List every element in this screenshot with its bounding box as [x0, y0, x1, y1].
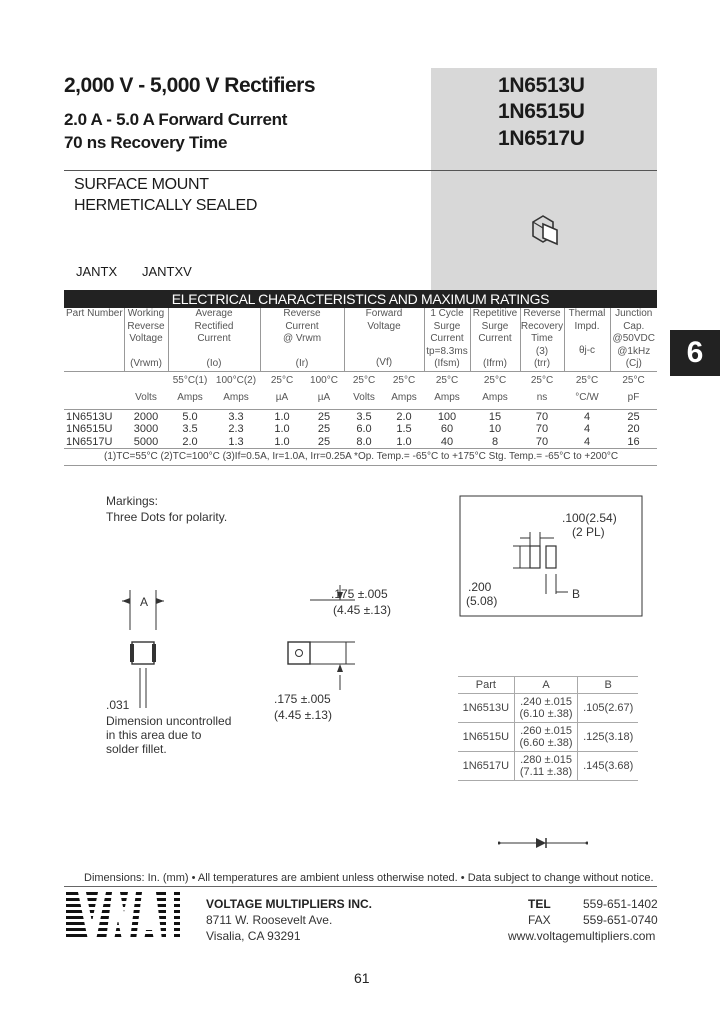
table-row: 1N6515U .260 ±.015 (6.60 ±.38) .125(3.18)	[458, 723, 638, 752]
table-header-row	[64, 308, 657, 371]
fax-label: FAX	[528, 913, 551, 927]
dimension-footnote: Dimensions: In. (mm) • All temperatures are ambient unless otherwise noted. • Data subject to change without notice.	[84, 872, 654, 884]
hdr-thermal: Thermal Impd. θj-c	[564, 308, 610, 371]
hdr-part: Part Number	[64, 308, 124, 371]
table-row: 1N6517U .280 ±.015 (7.11 ±.38) .145(3.68)	[458, 752, 638, 781]
markings-text: Three Dots for polarity.	[106, 510, 228, 524]
address-line1: 8711 W. Roosevelt Ave.	[206, 913, 333, 927]
electrical-table	[64, 290, 657, 466]
conditions-row: 55°C(1) 100°C(2) 25°C 100°C 25°C 25°C 25°C 25°C 25°C 25°C 25°C	[64, 371, 657, 389]
part-number-2: 1N6515U	[498, 100, 585, 123]
page-title: 2,000 V - 5,000 V Rectifiers	[64, 74, 315, 97]
hdr-average: Average Rectified Current (Io)	[168, 308, 260, 371]
dimension-table	[458, 676, 638, 781]
feature-surface-mount: SURFACE MOUNT	[74, 176, 209, 193]
pad-layout-drawing	[458, 494, 658, 634]
side-view-drawing	[100, 590, 250, 710]
table-row: 1N6513U 2000 5.0 3.3 1.0 25 3.5 2.0 100 15 70 4 25	[64, 409, 657, 423]
header-divider	[64, 170, 657, 171]
pad-2pl: (2 PL)	[572, 525, 605, 539]
hdr-surge1: 1 Cycle Surge Current tp=8.3ms (Ifsm)	[424, 308, 470, 371]
table-notes: (1)TC=55°C (2)TC=100°C (3)If=0.5A, Ir=1.0A, Irr=0.25A *Op. Temp.= -65°C to +175°C Stg. Temp.= -65°C to +200°C	[64, 448, 657, 466]
table-row: 1N6515U 3000 3.5 2.3 1.0 25 6.0 1.5 60 10 70 4 20	[66, 423, 640, 435]
tel-label: TEL	[528, 897, 551, 911]
pad-200: .200	[468, 580, 492, 594]
uncontrolled-note: Dimension uncontrolled in this area due to solder fillet.	[106, 714, 232, 756]
dim-445-top: (4.45 ±.13)	[333, 603, 391, 617]
dim-175-bot: .175 ±.005	[274, 692, 331, 706]
dim-031: .031	[106, 698, 130, 712]
dim-a-label: A	[140, 595, 149, 609]
hdr-recovery: Reverse Recovery Time (3) (trr)	[520, 308, 564, 369]
table-row: 1N6513U .240 ±.015 (6.10 ±.38) .105(2.67)	[458, 694, 638, 723]
address-line2: Visalia, CA 93291	[206, 929, 301, 943]
dim-175-top: .175 ±.005	[331, 587, 388, 601]
table-row: 1N6517U 5000 2.0 1.3 1.0 25 8.0 1.0 40 8 70 4 16	[66, 435, 640, 448]
footer-rule	[64, 886, 657, 887]
package-icon	[527, 214, 561, 248]
page-number: 61	[354, 970, 370, 986]
company-name: VOLTAGE MULTIPLIERS INC.	[206, 897, 372, 911]
pad-508: (5.08)	[466, 594, 498, 608]
hdr-junction-cap: Junction Cap. @50VDC @1kHz (Cj)	[612, 308, 655, 369]
section-tab: 6	[670, 330, 720, 376]
part-number-3: 1N6517U	[498, 127, 585, 150]
hdr-working: Working Reverse Voltage (Vrwm)	[124, 308, 168, 371]
hdr-surge2: Repetitive Surge Current (Ifrm)	[470, 308, 520, 371]
dim-445-bot: (4.45 ±.13)	[274, 708, 332, 722]
pad-100: .100(2.54)	[562, 511, 617, 525]
subtitle-current: 2.0 A - 5.0 A Forward Current	[64, 110, 288, 129]
hdr-reverse: Reverse Current @ Vrwm (Ir)	[260, 308, 344, 371]
tel-number: 559-651-1402	[583, 897, 658, 911]
dim-table-header: Part A B	[458, 677, 638, 694]
table-title: ELECTRICAL CHARACTERISTICS AND MAXIMUM RATINGS	[64, 290, 657, 308]
qual-jantxv: JANTXV	[142, 264, 192, 279]
units-row: Volts Amps Amps µA µA Volts Amps Amps Amps ns °C/W pF	[135, 391, 640, 403]
spec-table	[64, 308, 657, 448]
qual-jantx: JANTX	[76, 264, 118, 279]
markings-label: Markings:	[106, 494, 159, 508]
fax-number: 559-651-0740	[583, 913, 658, 927]
website-link[interactable]: www.voltagemultipliers.com	[508, 929, 656, 943]
feature-hermetic: HERMETICALLY SEALED	[74, 197, 258, 214]
subtitle-recovery: 70 ns Recovery Time	[64, 133, 228, 152]
hdr-forward: Forward Voltage (Vf)	[344, 308, 424, 371]
diode-symbol-icon	[498, 836, 588, 850]
dim-b-label: B	[572, 587, 581, 601]
company-logo	[64, 892, 182, 940]
part-number-1: 1N6513U	[498, 74, 585, 97]
